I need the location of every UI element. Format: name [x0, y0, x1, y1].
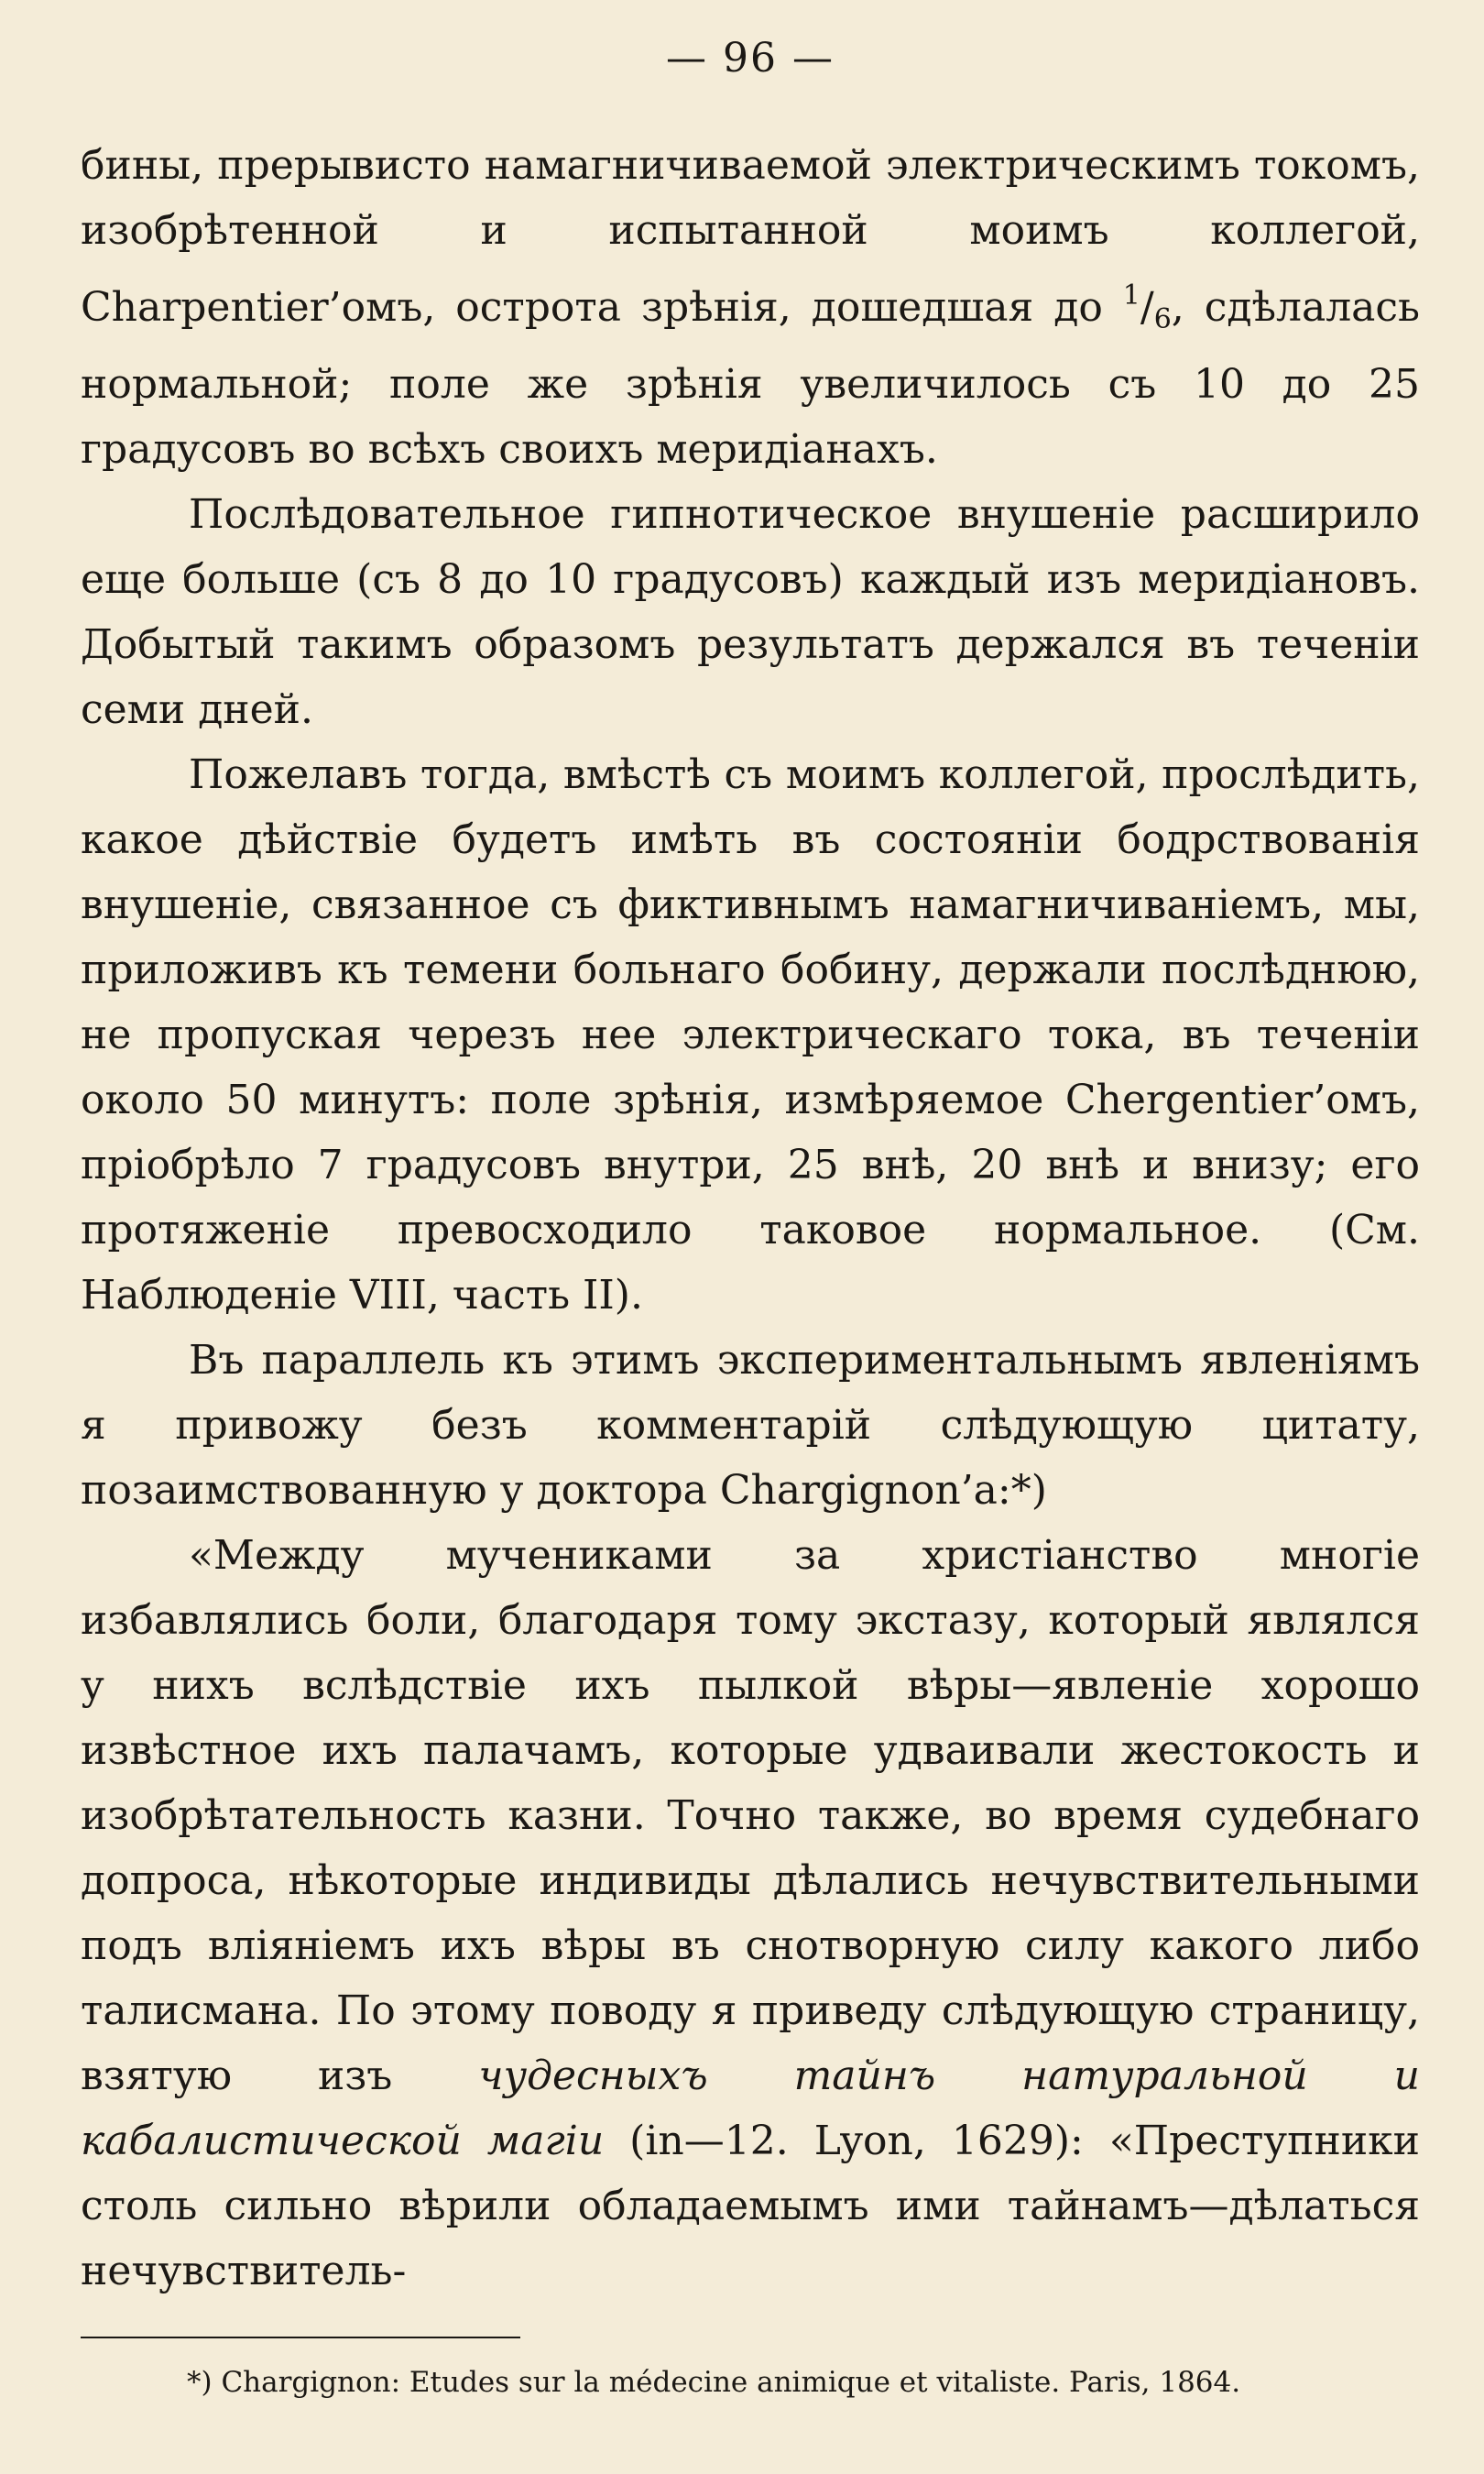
fraction-one-sixth: $^1/_6$ — [1122, 279, 1172, 335]
fraction-denominator: 6 — [1153, 303, 1172, 335]
footnote-divider — [81, 2337, 520, 2338]
paragraph-2: Послѣдовательное гипнотическое внушеніе расширило еще больше (съ 8 до 10 градусовъ) каждый изъ меридіановъ. Добытый такимъ образомъ результатъ держался въ теченіи семи дней. — [81, 491, 1420, 733]
paragraph-4: Въ параллель къ этимъ экспериментальнымъ явленіямъ я привожу безъ комментарій слѣдующую цитату, позаимствованную у доктора Chargignon’а:*) — [81, 1337, 1420, 1514]
page-number: — 96 — — [666, 35, 835, 82]
paragraph-5-text-a: «Между мучениками за христіанство многіе избавлялись боли, благодаря тому экстазу, который являлся у нихъ вслѣдствіе ихъ пылкой вѣры—явленіе хорошо извѣстное ихъ палачамъ, которые удваивали жестокость и изобрѣтательность казни. Точно также, во время судебнаго допроса, нѣкоторые индивиды дѣлались нечувствительными подъ вліяніемъ ихъ вѣры въ снотворную силу какого либо талисмана. По этому поводу я приведу слѣдующую страницу, взятую изъ — [81, 1532, 1420, 2099]
paragraph-5-text-b: (in—12. Lyon, 1629): «Преступники столь сильно вѣрили обладаемымъ ими тайнамъ—дѣлаться нечувствитель- — [81, 2118, 1420, 2294]
paragraph-1-text-b: , сдѣлалась нормальной; поле же зрѣнія увеличилось съ 10 до 25 градусовъ во всѣхъ своихъ меридіанахъ. — [81, 284, 1420, 473]
italic-book-title: чудесныхъ тайнъ натуральной и кабалистической магіи — [81, 2053, 1420, 2164]
paragraph-5 — [81, 1523, 1420, 2304]
fraction-numerator: 1 — [1122, 279, 1140, 312]
paragraph-3: Пожелавъ тогда, вмѣстѣ съ моимъ коллегой, прослѣдить, какое дѣйствіе будетъ имѣть въ состояніи бодрствованія внушеніе, связанное съ фиктивнымъ намагничиваніемъ, мы, приложивъ къ темени больнаго бобину, держали послѣднюю, не пропуская черезъ нее электрическаго тока, въ теченіи около 50 минутъ: поле зрѣнія, измѣряемое Chergentier’омъ, пріобрѣло 7 градусовъ внутри, 25 внѣ, 20 внѣ и внизу; его протяженіе превосходило таковое нормальное. (См. Наблюденіе VIII, часть II). — [81, 751, 1420, 1319]
footnote: *) Chargignon: Etudes sur la médecine animique et vitaliste. Paris, 1864. — [187, 2366, 1241, 2399]
paragraph-1 — [81, 133, 1420, 482]
paragraph-1-text-a: бины, прерывисто намагничиваемой электрическимъ токомъ, изобрѣтенной и испытанной моимъ коллегой, Charpentier’омъ, острота зрѣнія, дошедшая до — [81, 142, 1420, 331]
